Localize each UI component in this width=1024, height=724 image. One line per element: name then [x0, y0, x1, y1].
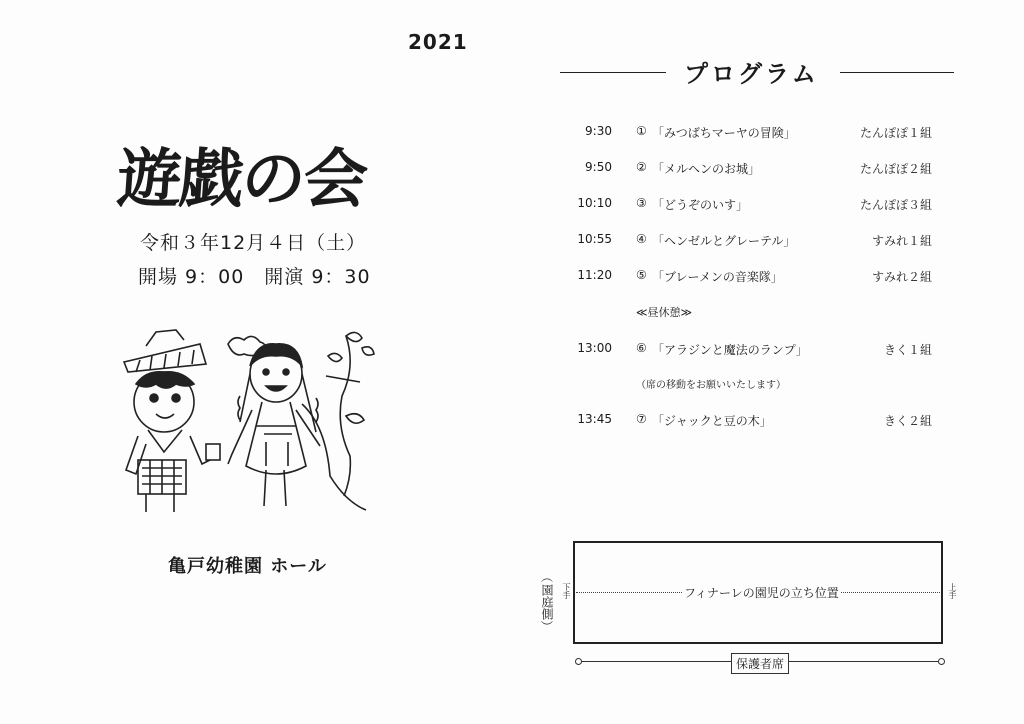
program-item — [560, 232, 950, 252]
item-time: 10:55 — [577, 232, 612, 246]
item-time: 9:30 — [585, 124, 612, 138]
item-group: きく２組 — [883, 414, 932, 428]
item-title: 「みつばちマーヤの冒険」 — [652, 126, 796, 140]
item-number: ⑥ — [636, 341, 647, 355]
item-time: 10:10 — [577, 196, 612, 210]
program-header — [560, 52, 954, 88]
boy-drawing — [124, 330, 220, 512]
item-title: 「ブレーメンの音楽隊」 — [652, 270, 783, 284]
item-group: きく１組 — [883, 343, 932, 357]
lunch-break-note: ≪昼休憩≫ — [636, 306, 693, 319]
item-time: 13:45 — [577, 412, 612, 426]
event-hours: 開場 9：00 開演 9：30 — [138, 266, 371, 288]
program-item — [560, 268, 950, 288]
item-title: 「ジャックと豆の木」 — [652, 414, 772, 428]
children-drawing-illustration — [116, 326, 378, 518]
audience-seats-label: 保護者席 — [731, 653, 789, 674]
item-group: たんぽぽ３組 — [859, 198, 932, 212]
stage-left-mark: 下手 — [562, 583, 571, 599]
program-item — [560, 124, 950, 144]
program-heading: プログラム — [684, 60, 819, 88]
vine-drawing — [326, 332, 374, 496]
paren-open: ︵ — [540, 570, 553, 584]
paren-close: ︶ — [540, 620, 553, 634]
item-number: ④ — [636, 232, 647, 246]
garden-side-label — [540, 570, 554, 634]
item-group: たんぽぽ２組 — [859, 162, 932, 176]
item-number: ③ — [636, 196, 647, 210]
item-time: 13:00 — [577, 341, 612, 355]
garden-side-text: 園庭側 — [540, 584, 554, 620]
finale-position-label: フィナーレの園児の立ち位置 — [684, 586, 839, 600]
header-rule-right — [840, 72, 954, 73]
program-item — [560, 341, 950, 361]
item-number: ② — [636, 160, 647, 174]
line-end-dot — [938, 658, 945, 665]
item-title: 「アラジンと魔法のランプ」 — [652, 343, 808, 357]
item-group: すみれ２組 — [871, 270, 932, 284]
header-rule-left — [560, 72, 666, 73]
item-time: 9:50 — [585, 160, 612, 174]
item-time: 11:20 — [577, 268, 612, 282]
program-item — [560, 412, 950, 432]
item-number: ⑤ — [636, 268, 647, 282]
venue-name: 亀戸幼稚園 ホール — [168, 556, 327, 577]
seat-move-note: （席の移動をお願いいたします） — [636, 380, 786, 391]
item-title: 「ヘンゼルとグレーテル」 — [652, 234, 796, 248]
item-title: 「どうぞのいす」 — [652, 198, 749, 212]
line-end-dot — [575, 658, 582, 665]
event-date: 令和３年12月４日（土） — [140, 232, 367, 254]
program-item — [560, 196, 950, 216]
stage-right-mark: 上手 — [948, 583, 957, 599]
item-group: たんぽぽ１組 — [859, 126, 932, 140]
event-title: 遊戯の会 — [114, 142, 369, 217]
item-group: すみれ１組 — [871, 234, 932, 248]
item-title: 「メルヘンのお城」 — [652, 162, 761, 176]
item-number: ⑦ — [636, 412, 647, 426]
item-number: ① — [636, 124, 647, 138]
girl-drawing — [228, 344, 366, 510]
program-item — [560, 160, 950, 180]
year: 2021 — [408, 30, 468, 54]
